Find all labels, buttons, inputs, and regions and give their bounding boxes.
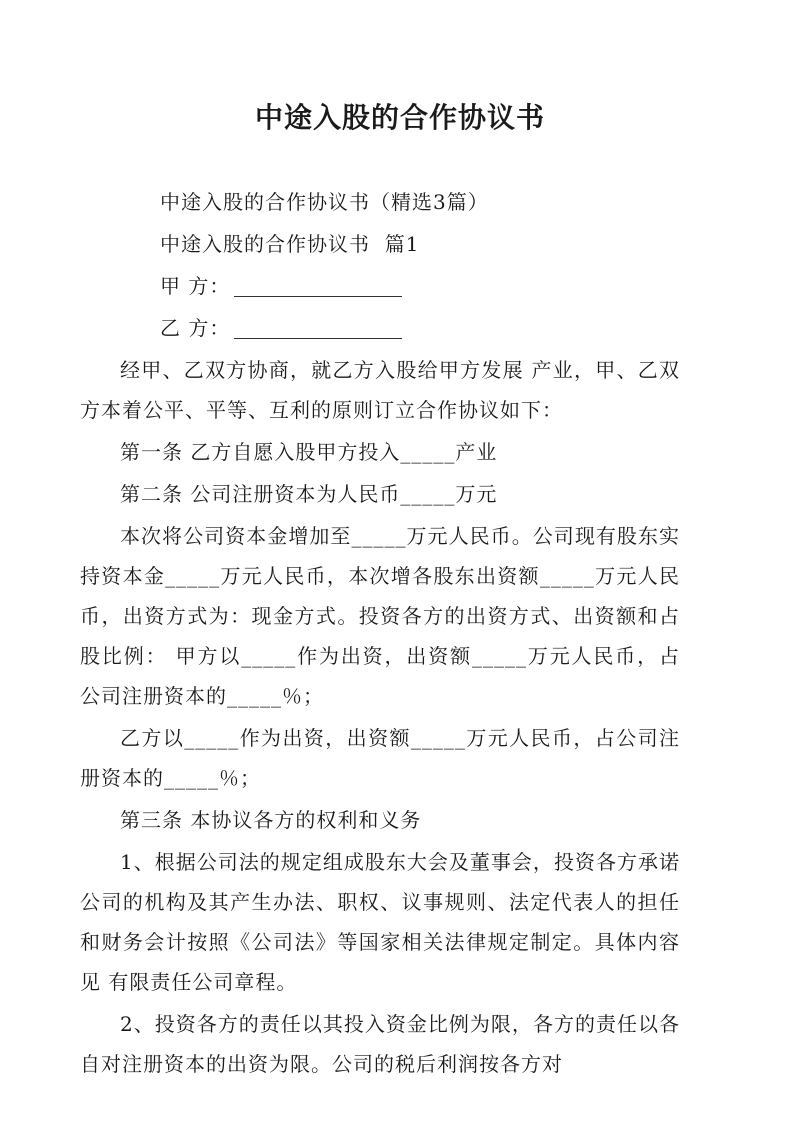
paragraph-capital: 本次将公司资本金增加至_____万元人民币。公司现有股东实持资本金_____万元人民币，本次增各股东出资额_____万元人民币，出资方式为：现金方式。投资各方的出资方式、出资额和占股比例： 甲方以_____作为出资，出资额_____万元人民币，占公司注册资本的_____％； xyxy=(80,524,680,708)
document-title: 中途入股的合作协议书 xyxy=(254,101,545,134)
paragraph-intro: 经甲、乙双方协商，就乙方入股给甲方发展 产业，甲、乙双方本着公平、平等、互利的原则订立合作协议如下： xyxy=(80,358,680,422)
paragraph-article-3: 第三条 本协议各方的权利和义务 xyxy=(120,808,422,832)
paragraph-clause-1: 1、根据公司法的规定组成股东大会及董事会，投资各方承诺公司的机构及其产生办法、职权、议事规则、法定代表人的担任和财务会计按照《公司法》等国家相关法律规定制定。具体内容见 有限责任公司章程。 xyxy=(80,850,680,994)
document-body xyxy=(80,182,700,1086)
document-subtitle: 中途入股的合作协议书（精选3篇） xyxy=(160,190,489,214)
party-a-line xyxy=(120,266,700,306)
paragraph-clause-2: 2、投资各方的责任以其投入资金比例为限，各方的责任以各自对注册资本的出资为限。公司的税后利润按各方对 xyxy=(80,1012,680,1076)
party-b-label: 乙 方： xyxy=(160,316,231,340)
paragraph-article-1: 第一条 乙方自愿入股甲方投入_____产业 xyxy=(120,440,498,464)
party-b-line xyxy=(120,308,700,348)
party-b-blank xyxy=(234,316,402,339)
party-a-blank xyxy=(234,274,402,297)
paragraph-article-2: 第二条 公司注册资本为人民币_____万元 xyxy=(120,482,498,506)
section-title: 中途入股的合作协议书 篇1 xyxy=(160,232,420,256)
party-a-label: 甲 方： xyxy=(160,274,231,298)
paragraph-party-b-capital: 乙方以_____作为出资，出资额_____万元人民币，占公司注册资本的_____％； xyxy=(80,726,680,790)
